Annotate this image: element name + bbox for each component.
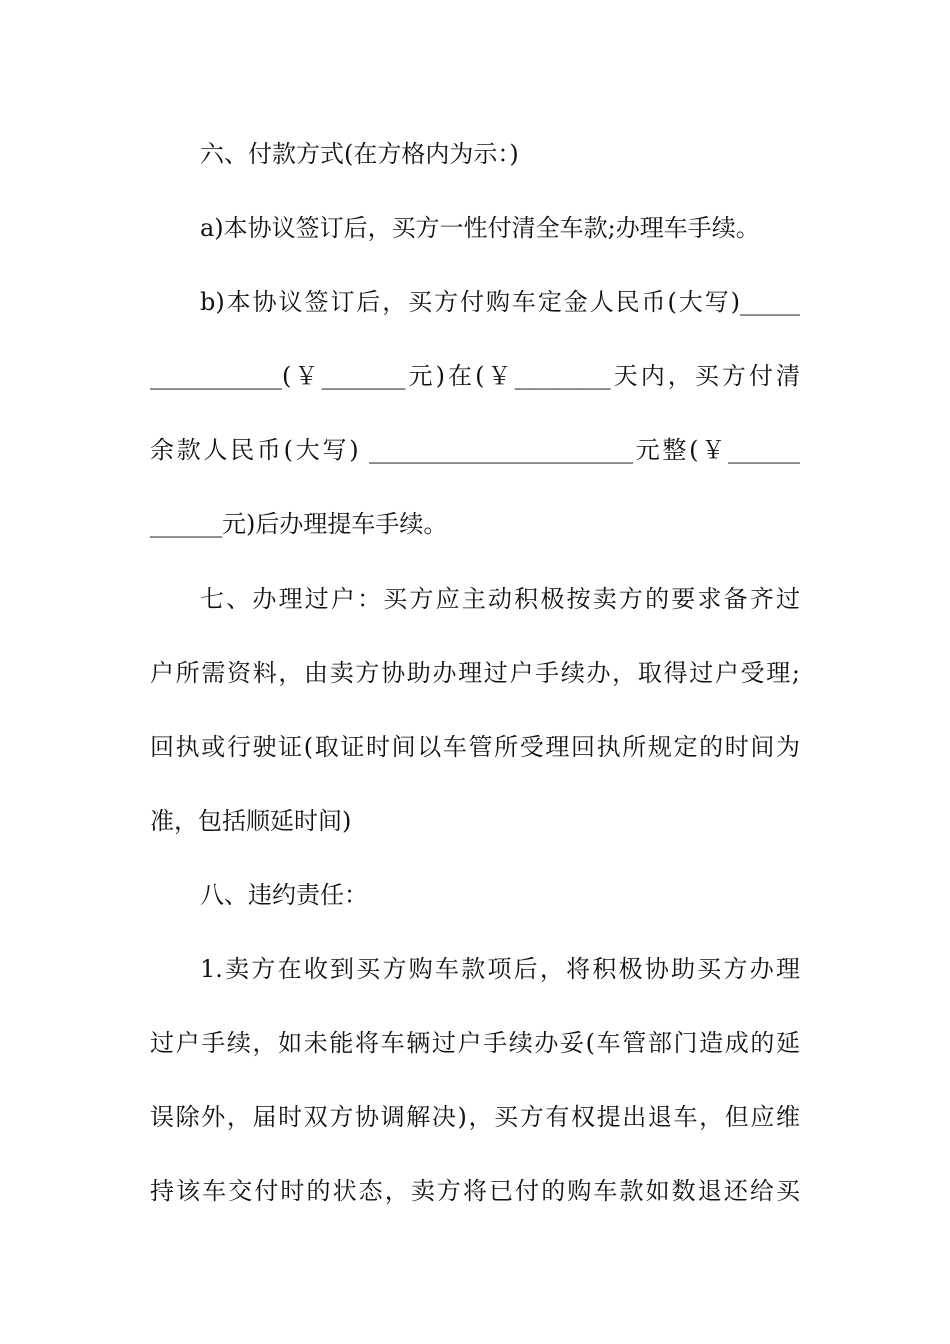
clause-one-line-4: 持该车交付时的状态，卖方将已付的购车款如数退还给买 (150, 1177, 800, 1205)
clause-one-line-1: 1.卖方在收到买方购车款项后，将积极协助买方办理 (200, 955, 800, 983)
section-seven-line-2: 户所需资料，由卖方协助办理过户手续办，取得过户受理; (150, 659, 800, 687)
option-b-line-3: 余款人民币(大写) ______________________元整(￥______ (150, 436, 800, 464)
option-b-line-1: b)本协议签订后，买方付购车定金人民币(大写)_____ (200, 288, 800, 316)
option-b-line-4: ______元)后办理提车手续。 (150, 510, 448, 538)
section-six-heading: 六、付款方式(在方格内为示：) (200, 140, 519, 168)
section-seven-line-4: 准，包括顺延时间) (150, 807, 352, 835)
option-a-line: a)本协议签订后，买方一性付清全车款;办理车手续。 (200, 214, 760, 242)
option-b-line-2: ___________(￥_______元)在(￥________天内，买方付清 (150, 362, 800, 390)
section-seven-line-3: 回执或行驶证(取证时间以车管所受理回执所规定的时间为 (150, 733, 800, 761)
clause-one-line-2: 过户手续，如未能将车辆过户手续办妥(车管部门造成的延 (150, 1029, 800, 1057)
clause-one-line-3: 误除外，届时双方协调解决)，买方有权提出退车，但应维 (150, 1103, 800, 1131)
section-seven-line-1: 七、办理过户：买方应主动积极按卖方的要求备齐过 (200, 585, 800, 613)
section-eight-heading: 八、违约责任： (200, 881, 368, 909)
